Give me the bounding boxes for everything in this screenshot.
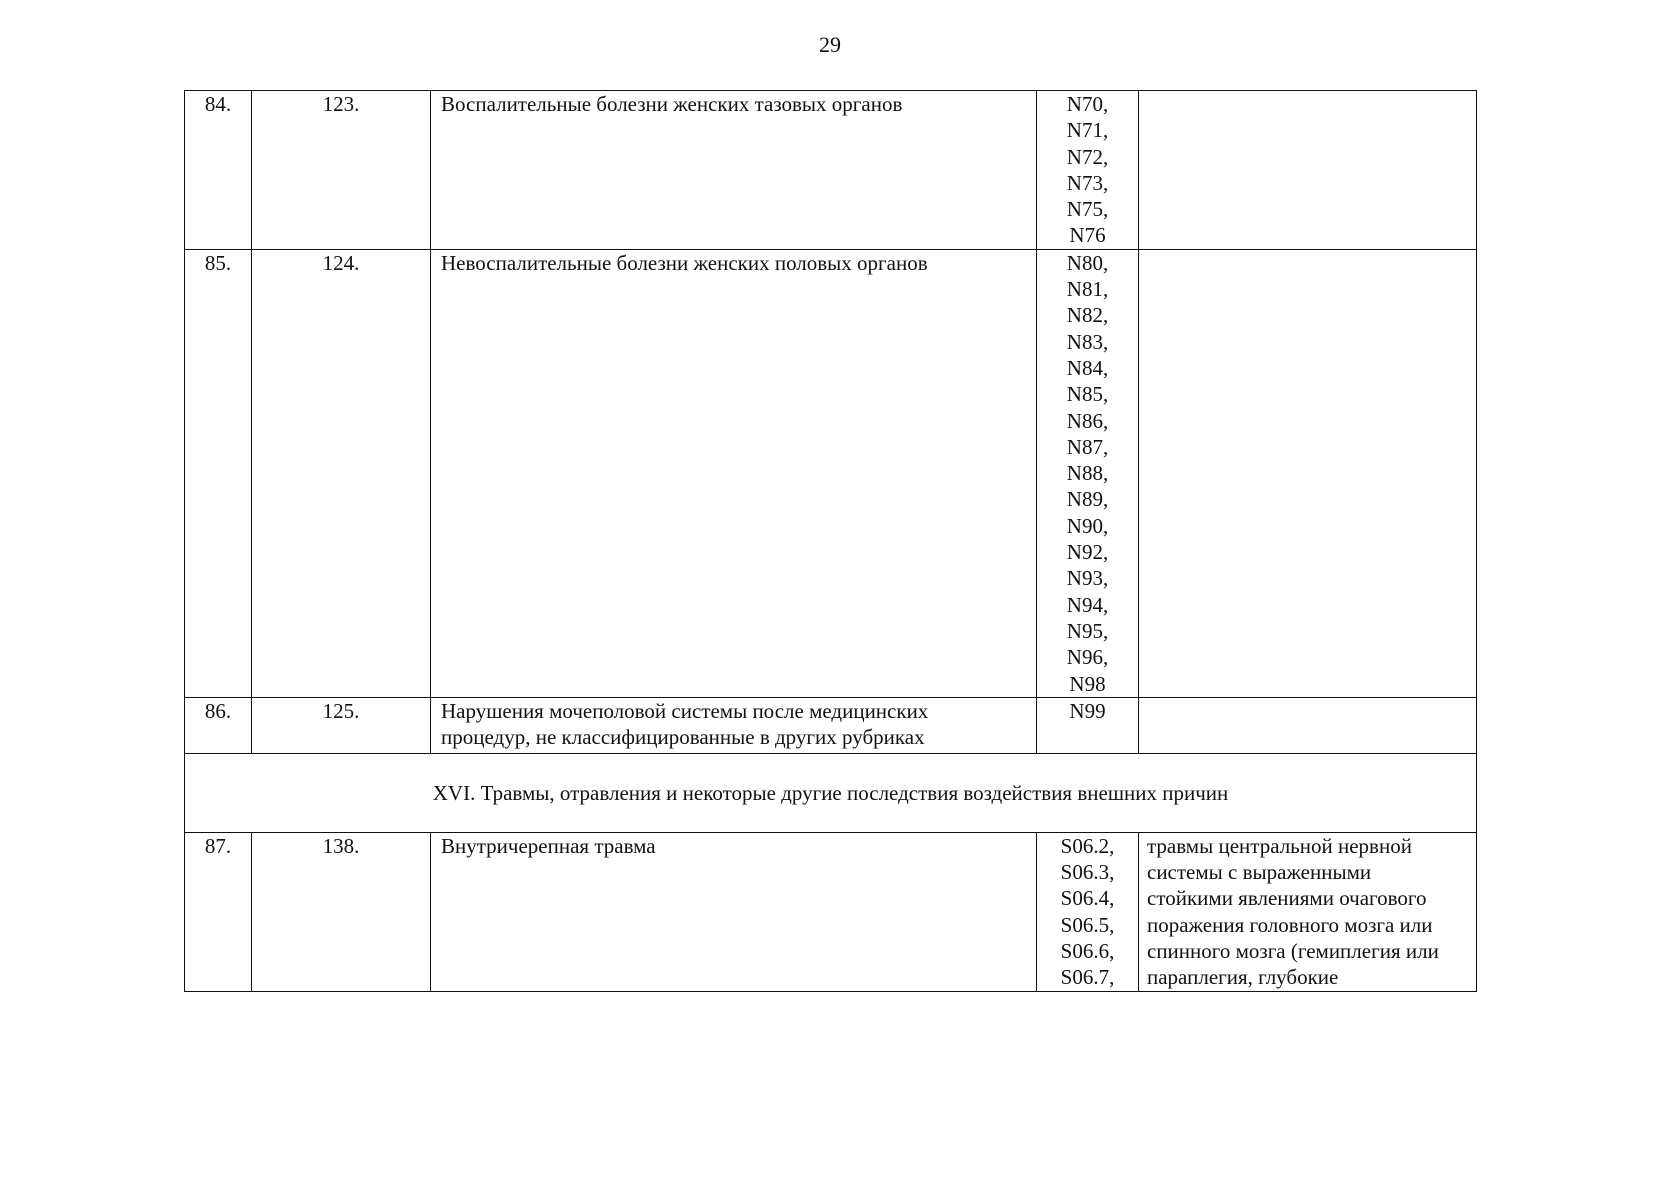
item-number: 123. — [252, 91, 431, 250]
icd-code: N83, — [1066, 329, 1109, 354]
disease-name-line: процедур, не классифицированные в других рубриках — [441, 725, 925, 750]
icd-code: N92, — [1066, 540, 1109, 565]
icd-code: N90, — [1066, 513, 1109, 538]
icd-codes — [1037, 832, 1139, 991]
condition-note-line: поражения головного мозга или — [1147, 912, 1433, 937]
condition-note — [1139, 832, 1477, 991]
condition-note-line: параплегия, глубокие — [1147, 965, 1339, 990]
icd-code: S06.4, — [1060, 886, 1115, 911]
item-number: 138. — [252, 832, 431, 991]
table-row — [185, 91, 1477, 250]
condition-note-line: спинного мозга (гемиплегия или — [1147, 939, 1439, 964]
row-number: 85. — [185, 249, 252, 697]
diagnosis-table — [184, 90, 1477, 992]
row-number: 86. — [185, 697, 252, 753]
icd-code: N95, — [1066, 618, 1109, 643]
row-number: 84. — [185, 91, 252, 250]
icd-code: N88, — [1066, 461, 1109, 486]
disease-name — [431, 249, 1037, 697]
icd-code: S06.3, — [1060, 860, 1115, 885]
icd-code: S06.6, — [1060, 939, 1115, 964]
table-row — [185, 249, 1477, 697]
icd-code: N94, — [1066, 592, 1109, 617]
icd-code: N86, — [1066, 408, 1109, 433]
disease-name-line: Воспалительные болезни женских тазовых органов — [441, 92, 903, 116]
icd-code: S06.2, — [1060, 833, 1115, 858]
icd-code: N85, — [1066, 382, 1109, 407]
condition-note — [1139, 249, 1477, 697]
item-number: 125. — [252, 697, 431, 753]
disease-name — [431, 697, 1037, 753]
condition-note — [1139, 91, 1477, 250]
disease-name-line: Нарушения мочеполовой системы после медицинских — [441, 698, 929, 723]
icd-code: N98 — [1069, 671, 1106, 696]
table-row — [185, 832, 1477, 991]
icd-code: N80, — [1066, 250, 1109, 275]
icd-code: N73, — [1066, 170, 1109, 195]
condition-note — [1139, 697, 1477, 753]
icd-code: N76 — [1069, 223, 1106, 248]
table-row — [185, 697, 1477, 753]
icd-codes — [1037, 249, 1139, 697]
icd-code: N84, — [1066, 355, 1109, 380]
item-number: 124. — [252, 249, 431, 697]
icd-code: N71, — [1066, 118, 1109, 143]
icd-code: N89, — [1066, 487, 1109, 512]
icd-code: N81, — [1066, 277, 1109, 302]
icd-code: N70, — [1066, 92, 1109, 116]
icd-code: N96, — [1066, 645, 1109, 670]
disease-name — [431, 832, 1037, 991]
disease-name — [431, 91, 1037, 250]
icd-code: N87, — [1066, 434, 1109, 459]
condition-note-line: стойкими явлениями очагового — [1147, 886, 1427, 911]
icd-code: S06.5, — [1060, 912, 1115, 937]
icd-code: N82, — [1066, 303, 1109, 328]
disease-name-line: Невоспалительные болезни женских половых органов — [441, 250, 928, 275]
section-row — [185, 753, 1477, 832]
page-number: 29 — [819, 32, 841, 57]
row-number: 87. — [185, 832, 252, 991]
icd-code: N99 — [1069, 698, 1106, 723]
condition-note-line: системы с выраженными — [1147, 860, 1372, 885]
icd-code: N75, — [1066, 197, 1109, 222]
icd-codes — [1037, 91, 1139, 250]
icd-code: N72, — [1066, 144, 1109, 169]
condition-note-line: травмы центральной нервной — [1147, 833, 1412, 858]
section-title: XVI. Травмы, отравления и некоторые другие последствия воздействия внешних причин — [185, 753, 1477, 832]
disease-name-line: Внутричерепная травма — [441, 833, 656, 858]
table-body — [185, 91, 1477, 992]
icd-code: S06.7, — [1060, 965, 1115, 990]
icd-codes — [1037, 697, 1139, 753]
icd-code: N93, — [1066, 566, 1109, 591]
